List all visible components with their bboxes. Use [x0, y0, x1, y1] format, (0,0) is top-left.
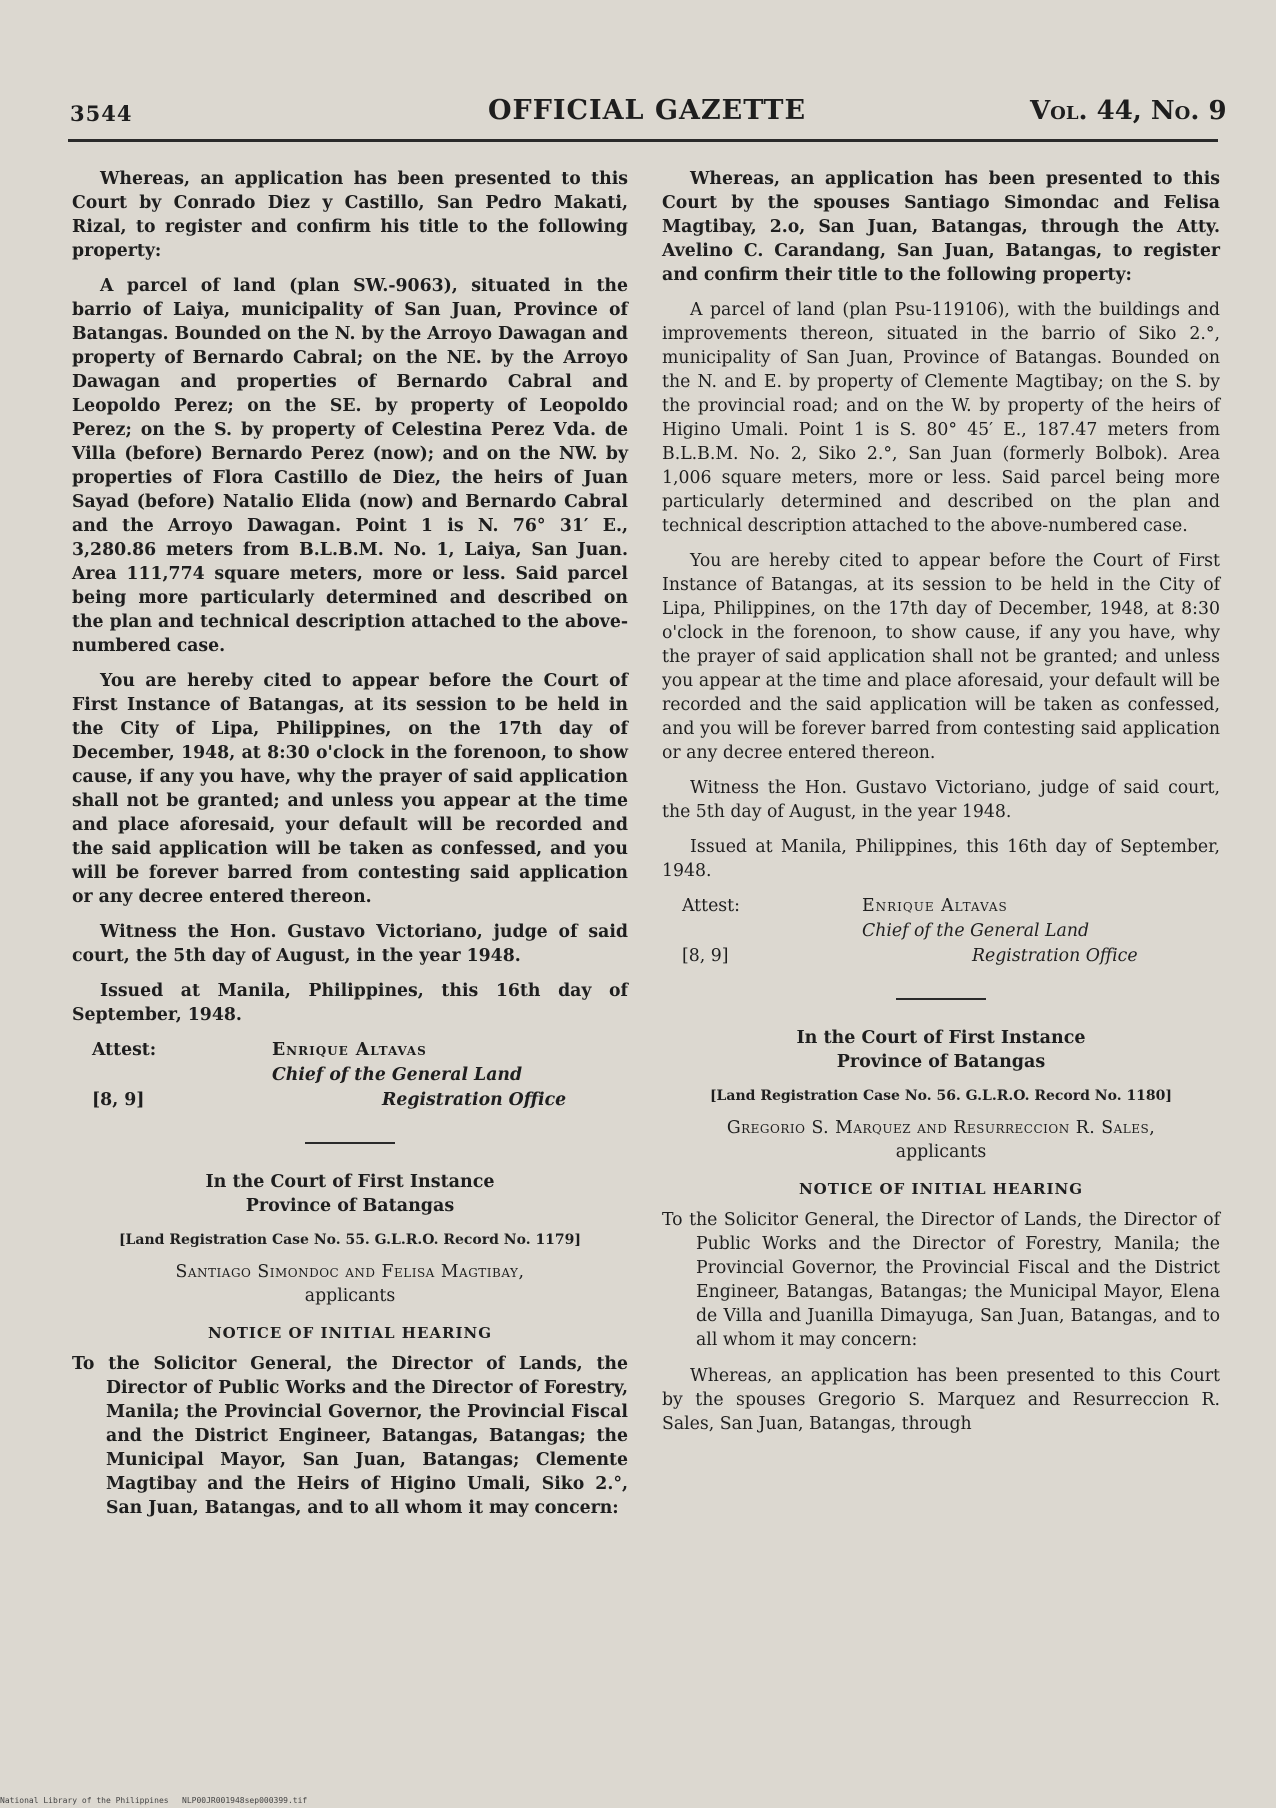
court-heading-line2: Province of Batangas [245, 1196, 455, 1216]
attest-dates: [8, 9] [682, 946, 729, 966]
case-reference: [Land Registration Case No. 55. G.L.R.O. Record No. 1179] [118, 1232, 582, 1248]
attest-title-line2: Registration Office [972, 946, 1138, 966]
left-paragraph-witness: Witness the Hon. Gustavo Victoriano, judge of said court, the 5th day of August, in the year 1948. [72, 922, 628, 966]
attest-label: Attest: [682, 896, 740, 916]
right-paragraph-issued: Issued at Manila, Philippines, this 16th day of September, 1948. [662, 837, 1220, 881]
applicant-names [72, 1260, 628, 1284]
court-heading-line2: Province of Batangas [836, 1052, 1046, 1072]
page-header [0, 0, 1276, 150]
section-divider [305, 1142, 395, 1144]
applicant-names [662, 1116, 1220, 1140]
right-column [662, 167, 1220, 1447]
right-attest-block [662, 894, 1220, 976]
left-paragraph-application: Whereas, an application has been presented to this Court by Conrado Diez y Castillo, San Pedro Makati, Rizal, to register and confirm his title to the following property: [72, 169, 628, 261]
right-paragraph-whereas-continued: Whereas, an application has been presented to this Court by the spouses Gregorio S. Marquez and Resurreccion R. Sales, San Juan, Batangas, through [662, 1366, 1220, 1434]
section-divider [896, 998, 986, 1000]
applicants-word: applicants [304, 1286, 396, 1306]
right-paragraph-citation: You are hereby cited to appear before the Court of First Instance of Batangas, at its session to be held in the City of Lipa, Philippines, on the 17th day of December, 1948, at 8:30 o'clock in the forenoon, to show cause, if any you have, why the prayer of said application shall not be granted; and unless you appear at the time and place aforesaid, your default will be recorded and the said application will be taken as confessed, and you will be forever barred from contesting said application or any decree entered thereon. [662, 551, 1220, 763]
left-attest-block [72, 1038, 628, 1120]
attest-title-line2: Registration Office [382, 1090, 567, 1110]
applicant-names-text: Santiago Simondoc and Felisa Magtibay, [175, 1262, 525, 1282]
right-paragraph-witness: Witness the Hon. Gustavo Victoriano, judge of said court, the 5th day of August, in the year 1948. [662, 778, 1220, 822]
applicants-word: applicants [895, 1142, 987, 1162]
attest-name: Enrique Altavas [272, 1040, 427, 1060]
attest-dates: [8, 9] [92, 1090, 145, 1110]
court-heading-line1: In the Court of First Instance [205, 1172, 495, 1192]
scan-library-credit: National Library of the Philippines [0, 1796, 169, 1805]
attest-name: Enrique Altavas [862, 896, 1008, 916]
page-number: 3544 [70, 101, 133, 126]
attest-label: Attest: [92, 1040, 157, 1060]
right-paragraph-application: Whereas, an application has been presented to this Court by the spouses Santiago Simondac and Felisa Magtibay, 2.o, San Juan, Batangas, through the Atty. Avelino C. Carandang, San Juan, Batangas, to register and confirm their title to the following property: [662, 169, 1220, 285]
gazette-title: OFFICIAL GAZETTE [488, 95, 807, 126]
right-paragraph-parcel: A parcel of land (plan Psu-119106), with the buildings and improvements thereon, situated in the barrio of Siko 2.°, municipality of San Juan, Province of Batangas. Bounded on the N. and E. by property of Clemente Magtibay; on the S. by the provincial road; and on the W. by property of the heirs of Higino Umali. Point 1 is S. 80° 45′ E., 187.47 meters from B.L.B.M. No. 2, Siko 2.°, San Juan (formerly Bolbok). Area 1,006 square meters, more or less. Said parcel being more particularly determined and described on the plan and technical description attached to the above-numbered case. [662, 300, 1220, 536]
left-address-paragraph: To the Solicitor General, the Director of Lands, the Director of Public Works and the Director of Forestry, Manila; the Provincial Governor, the Provincial Fiscal and the District Engineer, Batangas, Batangas; the Municipal Mayor, San Juan, Batangas; Clemente Magtibay and the Heirs of Higino Umali, Siko 2.°, San Juan, Batangas, and to all whom it may concern: [72, 1354, 628, 1518]
header-rule [68, 139, 1218, 142]
attest-title-line1: Chief of the General Land [272, 1065, 523, 1085]
notice-heading: NOTICE OF INITIAL HEARING [207, 1324, 493, 1342]
notice-heading: NOTICE OF INITIAL HEARING [798, 1180, 1084, 1198]
right-address-paragraph: To the Solicitor General, the Director of Lands, the Director of Public Works and the Director of Forestry, Manila; the Provincial Governor, the Provincial Fiscal and the District Engineer, Batangas, Batangas; the Municipal Mayor, Elena de Villa and Juanilla Dimayuga, San Juan, Batangas, and to all whom it may concern: [662, 1210, 1220, 1350]
left-column [72, 167, 628, 1532]
court-heading-line1: In the Court of First Instance [796, 1028, 1086, 1048]
left-paragraph-citation: You are hereby cited to appear before the Court of First Instance of Batangas, at its session to be held in the City of Lipa, Philippines, on the 17th day of December, 1948, at 8:30 o'clock in the forenoon, to show cause, if any you have, why the prayer of said application shall not be granted; and unless you appear at the time and place aforesaid, your default will be recorded and the said application will be taken as confessed, and you will be forever barred from contesting said application or any decree entered thereon. [72, 671, 628, 907]
attest-title-line1: Chief of the General Land [862, 921, 1090, 941]
case-reference: [Land Registration Case No. 56. G.L.R.O. Record No. 1180] [709, 1088, 1173, 1104]
volume-label: Vol. 44, No. 9 [1030, 96, 1227, 126]
left-paragraph-parcel: A parcel of land (plan SW.-9063), situated in the barrio of Laiya, municipality of San Juan, Province of Batangas. Bounded on the N. by the Arroyo Dawagan and property of Bernardo Cabral; on the NE. by the Arroyo Dawagan and properties of Bernardo Cabral and Leopoldo Perez; on the SE. by property of Leopoldo Perez; on the S. by property of Celestina Perez Vda. de Villa (before) Bernardo Perez (now); and on the NW. by properties of Flora Castillo de Diez, the heirs of Juan Sayad (before) Natalio Elida (now) and Bernardo Cabral and the Arroyo Dawagan. Point 1 is N. 76° 31′ E., 3,280.86 meters from B.L.B.M. No. 1, Laiya, San Juan. Area 111,774 square meters, more or less. Said parcel being more particularly determined and described on the plan and technical description attached to the above-numbered case. [72, 276, 628, 656]
applicant-names-text: Gregorio S. Marquez and Resurreccion R. Sales, [726, 1118, 1156, 1138]
left-paragraph-issued: Issued at Manila, Philippines, this 16th day of September, 1948. [72, 981, 628, 1025]
scan-filename: NLP00JR001948sep000399.tif [182, 1796, 308, 1805]
